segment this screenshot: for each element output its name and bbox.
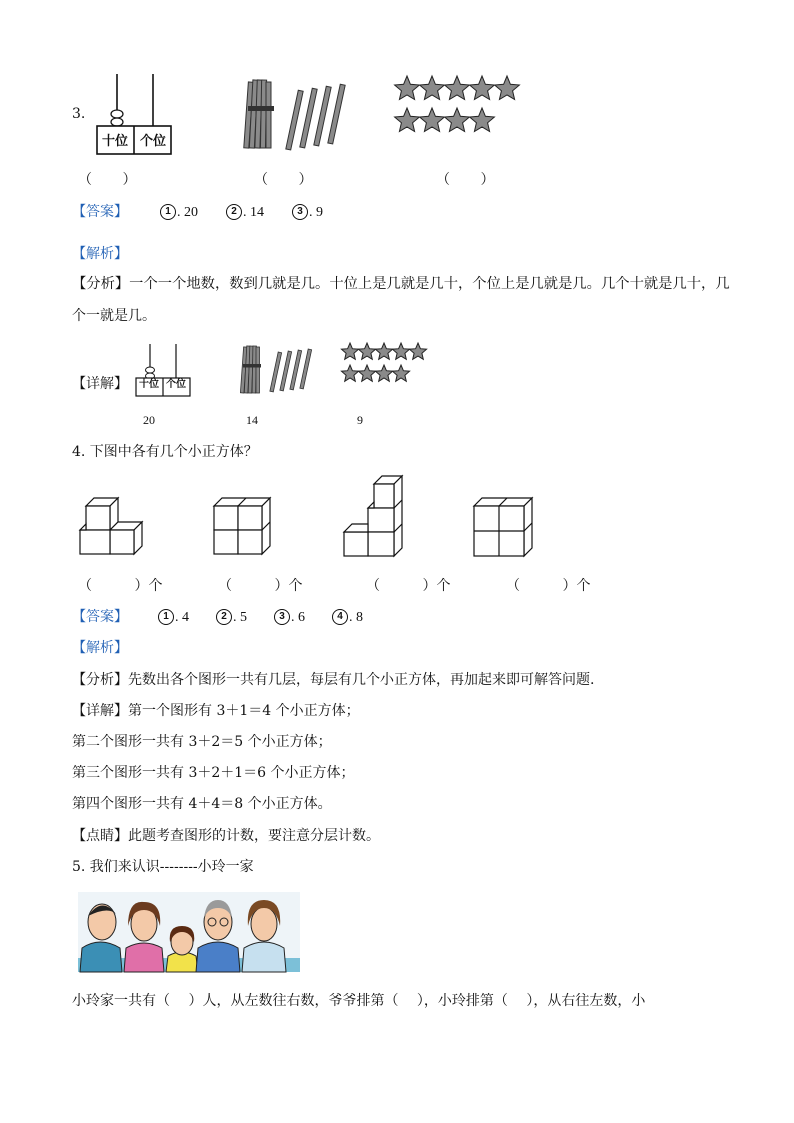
circle-4-icon: 4 xyxy=(332,609,348,625)
stars-figure xyxy=(392,74,522,144)
q3-analysis-tag: 【解析】 xyxy=(72,246,128,262)
q3-answer-1: 1 . 20 xyxy=(160,202,198,223)
star-icon xyxy=(395,108,420,132)
star-icon xyxy=(341,365,358,381)
q5-title: 5. 我们来认识--------小玲一家 xyxy=(72,859,254,875)
abacus-small-tens-label: 十位 xyxy=(139,379,159,390)
circle-2-icon: 2 xyxy=(216,609,232,625)
q4-answer-tag: 【答案】 xyxy=(72,609,128,625)
star-icon xyxy=(375,365,392,381)
star-icon xyxy=(420,108,445,132)
q4-fenxi: 【分析】先数出各个图形一共有几层，每层有几个小正方体，再加起来即可解答问题. xyxy=(72,672,595,688)
family-illustration xyxy=(78,892,300,972)
circle-2-icon: 2 xyxy=(226,204,242,220)
circle-1-icon: 1 xyxy=(158,609,174,625)
star-icon xyxy=(341,343,358,359)
q4-blank-4: （ ）个 xyxy=(506,578,591,594)
q3-answer-3: 3 . 9 xyxy=(292,202,323,223)
q5-question: 小玲家一共有（ ）人，从左数往右数，爷爷排第（ ），小玲排第（ ），从右往左数，小 xyxy=(72,993,646,1009)
star-icon xyxy=(445,108,470,132)
star-icon xyxy=(495,76,520,100)
star-icon xyxy=(392,343,409,359)
q4-detail-2: 第二个图形一共有 3＋2＝5 个小正方体； xyxy=(72,734,332,750)
q4-answer-3: 3 . 6 xyxy=(274,607,305,628)
cube-figure-4 xyxy=(470,496,540,560)
star-icon xyxy=(395,76,420,100)
cube-figure-2 xyxy=(208,496,278,558)
q4-answer-4: 4 . 8 xyxy=(332,607,363,628)
circle-3-icon: 3 xyxy=(274,609,290,625)
star-icon xyxy=(392,365,409,381)
cube-figure-3 xyxy=(340,474,410,560)
q3-fenxi-line1: 【分析】一个一个地数，数到几就是几。十位上是几就是几十，个位上是几就是几。几个十就是几十，几 xyxy=(72,276,730,292)
cube-figure-1 xyxy=(74,496,144,558)
sticks-small-figure xyxy=(238,344,314,396)
q4-detail-3: 第三个图形一共有 3＋2＋1＝6 个小正方体； xyxy=(72,765,355,781)
q4-analysis-tag: 【解析】 xyxy=(72,640,128,656)
sticks-figure xyxy=(240,76,350,156)
star-icon xyxy=(375,343,392,359)
q3-detail-value-1: 20 xyxy=(143,413,155,427)
star-icon xyxy=(358,365,375,381)
q3-answer-2: 2 . 14 xyxy=(226,202,264,223)
q4-title: 4. 下图中各有几个小正方体？ xyxy=(72,444,258,460)
q3-number: 3. xyxy=(72,106,86,122)
q4-comment: 【点睛】此题考查图形的计数，要注意分层计数。 xyxy=(72,828,380,844)
q3-blank-3: （ ） xyxy=(436,172,495,188)
q3-detail-value-2: 14 xyxy=(246,413,258,427)
star-icon xyxy=(470,76,495,100)
q3-blank-1: （ ） xyxy=(78,172,137,188)
circle-3-icon: 3 xyxy=(292,204,308,220)
abacus-ones-label: 个位 xyxy=(140,134,167,149)
stars-small-figure xyxy=(340,342,432,390)
star-icon xyxy=(420,76,445,100)
q3-detail-tag: 【详解】 xyxy=(72,376,128,392)
star-icon xyxy=(358,343,375,359)
abacus-small-ones-label: 个位 xyxy=(166,379,186,390)
star-icon xyxy=(470,108,495,132)
q4-blank-1: （ ）个 xyxy=(78,578,163,594)
q3-blank-2: （ ） xyxy=(254,172,313,188)
q4-answer-2: 2 . 5 xyxy=(216,607,247,628)
q4-blank-2: （ ）个 xyxy=(218,578,303,594)
abacus-tens-label: 十位 xyxy=(102,134,129,149)
q3-answer-tag: 【答案】 xyxy=(72,204,128,220)
q4-blank-3: （ ）个 xyxy=(366,578,451,594)
star-icon xyxy=(445,76,470,100)
q3-fenxi-line2: 个一就是几。 xyxy=(72,308,156,324)
circle-1-icon: 1 xyxy=(160,204,176,220)
star-icon xyxy=(409,343,426,359)
q3-detail-value-3: 9 xyxy=(357,413,363,427)
q4-detail-4: 第四个图形一共有 4＋4＝8 个小正方体。 xyxy=(72,796,332,812)
q4-detail-1: 【详解】第一个图形有 3＋1＝4 个小正方体； xyxy=(72,703,360,719)
q4-answer-1: 1 . 4 xyxy=(158,607,189,628)
